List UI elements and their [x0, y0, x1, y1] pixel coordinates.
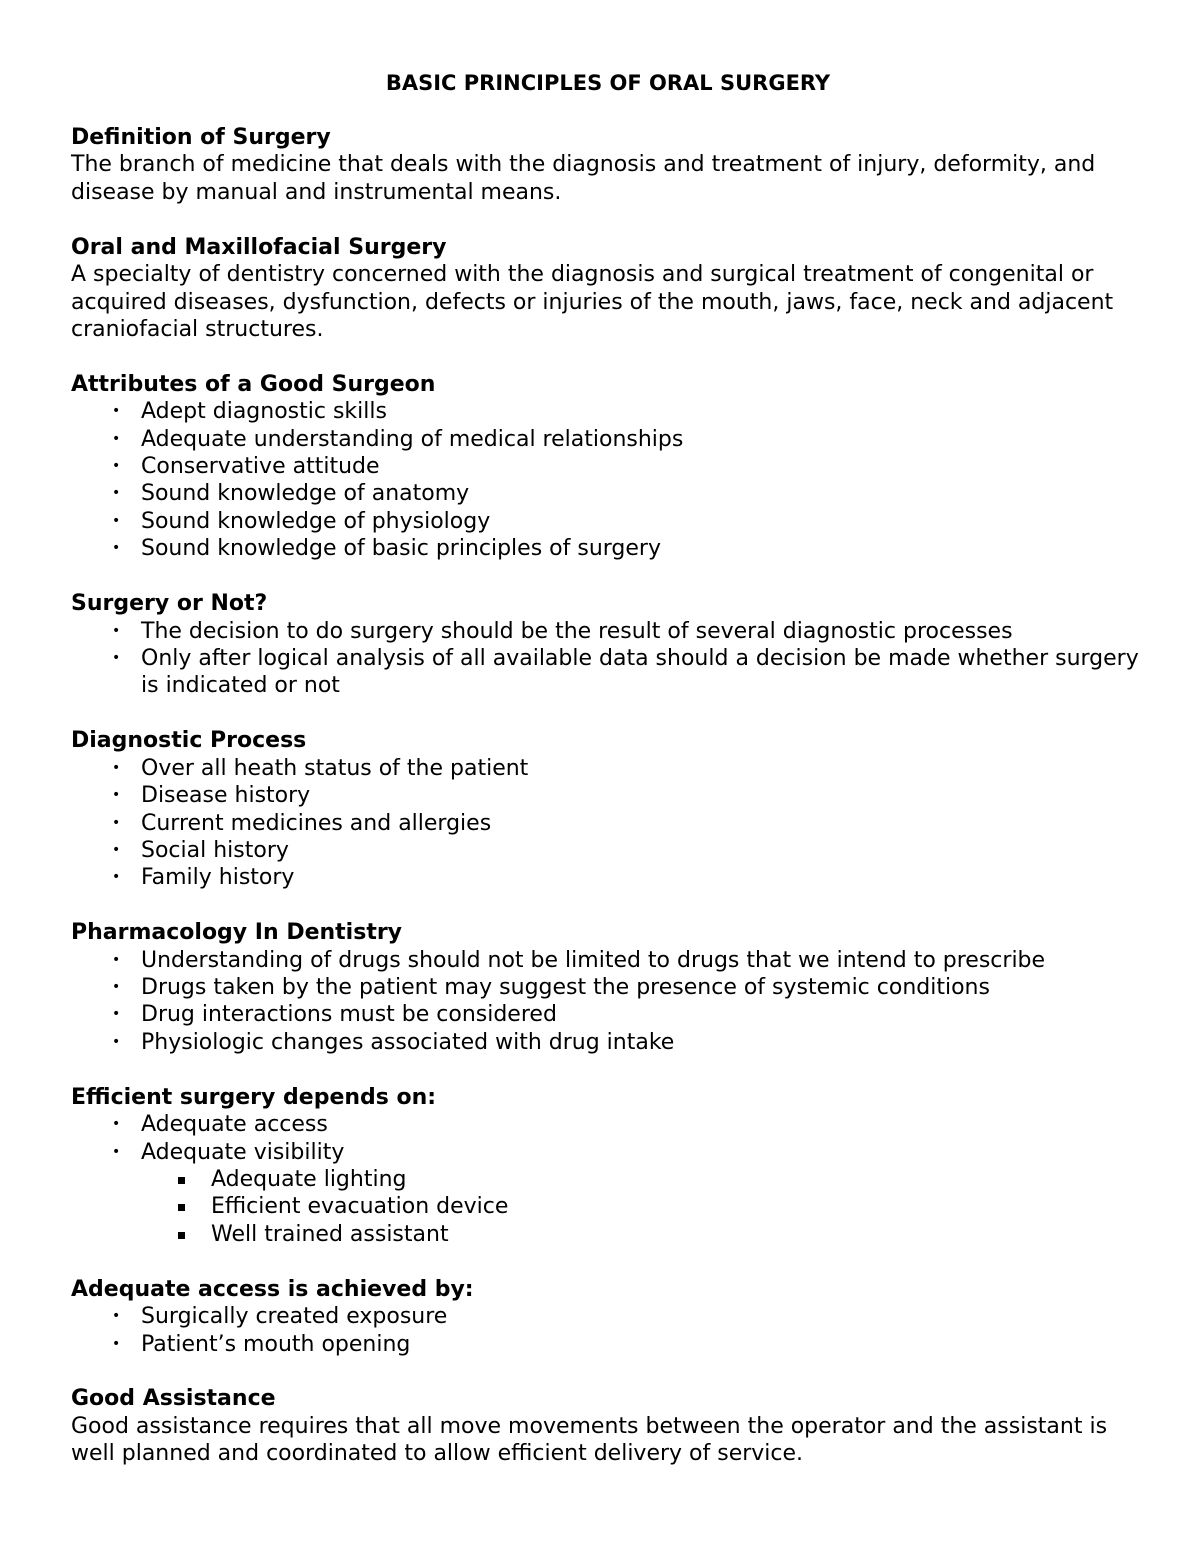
section-heading: Oral and Maxillofacial Surgery: [71, 234, 447, 260]
list-item: [71, 1029, 1141, 1056]
bullet-icon: •: [112, 1006, 121, 1023]
section-efficient-surgery: [71, 1084, 1141, 1248]
section-heading: Surgery or Not?: [71, 591, 268, 617]
square-bullet-icon: [178, 1177, 185, 1184]
bullet-list: [71, 1303, 1141, 1358]
list-item: [71, 947, 1141, 974]
list-item: [71, 618, 1141, 645]
bullet-list: [71, 947, 1141, 1057]
bullet-icon: •: [112, 1335, 121, 1352]
list-item: [71, 810, 1141, 837]
bullet-icon: •: [112, 1143, 121, 1160]
bullet-list: [71, 1111, 1141, 1166]
list-item: [71, 782, 1141, 809]
list-item: [71, 426, 1141, 453]
section-heading: Diagnostic Process: [71, 728, 307, 754]
list-item: [71, 398, 1141, 425]
bullet-icon: •: [112, 1308, 121, 1325]
list-item-text: Social history: [141, 837, 289, 863]
list-item-text: Sound knowledge of anatomy: [141, 481, 470, 507]
section-heading: Efficient surgery depends on:: [71, 1084, 437, 1110]
bullet-icon: •: [112, 622, 121, 639]
list-item-text: Current medicines and allergies: [141, 810, 492, 836]
bullet-icon: •: [112, 485, 121, 502]
list-item: [71, 508, 1141, 535]
bullet-icon: •: [112, 787, 121, 804]
bullet-icon: •: [112, 458, 121, 475]
list-item-text: Adept diagnostic skills: [141, 399, 387, 425]
section-pharmacology-in-dentistry: [71, 919, 1141, 1056]
section-good-assistance: [71, 1385, 1141, 1467]
list-item: [71, 1001, 1141, 1028]
bullet-icon: •: [112, 979, 121, 996]
section-heading: Definition of Surgery: [71, 125, 331, 150]
document-page: [71, 70, 1141, 1495]
bullet-icon: •: [112, 430, 121, 447]
bullet-icon: •: [112, 841, 121, 858]
section-definition-of-surgery: [71, 124, 1141, 206]
list-item-text: Surgically created exposure: [141, 1304, 448, 1330]
list-item-text: Drugs taken by the patient may suggest the presence of systemic conditions: [141, 975, 990, 1001]
list-item-text: Adequate access: [141, 1112, 328, 1138]
list-item: [71, 974, 1141, 1001]
list-item-text: Sound knowledge of physiology: [141, 508, 491, 534]
bullet-icon: •: [112, 814, 121, 831]
bullet-icon: •: [112, 512, 121, 529]
section-oral-maxillofacial-surgery: [71, 234, 1141, 344]
section-heading: Attributes of a Good Surgeon: [71, 371, 436, 397]
document-title: BASIC PRINCIPLES OF ORAL SURGERY: [385, 71, 831, 95]
list-item: [71, 1139, 1141, 1166]
bullet-icon: •: [112, 650, 121, 666]
section-heading: Adequate access is achieved by:: [71, 1276, 474, 1302]
list-item-text: Drug interactions must be considered: [141, 1002, 557, 1028]
square-bullet-icon: [178, 1204, 185, 1211]
bullet-icon: •: [112, 540, 121, 557]
sub-list-item-text: Efficient evacuation device: [211, 1194, 509, 1220]
list-item: [71, 837, 1141, 864]
bullet-list: [71, 398, 1141, 562]
list-item: [71, 755, 1141, 782]
section-adequate-access: [71, 1276, 1141, 1358]
bullet-icon: •: [112, 759, 121, 776]
section-attributes-good-surgeon: [71, 371, 1141, 563]
bullet-icon: •: [112, 1033, 121, 1050]
list-item-text: Adequate understanding of medical relationships: [141, 426, 684, 452]
list-item-text: Only after logical analysis of all available data should a decision be made whether surgery is indicated or not: [141, 646, 1139, 699]
sub-list-item: [71, 1193, 1141, 1220]
list-item-text: Physiologic changes associated with drug intake: [141, 1029, 675, 1055]
sub-list-item: [71, 1221, 1141, 1248]
section-paragraph: Good assistance requires that all move movements between the operator and the assistant is well planned and coordinated to allow efficient delivery of service.: [71, 1413, 1108, 1467]
list-item-text: Disease history: [141, 783, 311, 809]
list-item: [71, 1303, 1141, 1330]
bullet-icon: •: [112, 1116, 121, 1133]
sub-list-item-text: Well trained assistant: [211, 1221, 449, 1247]
list-item: [71, 645, 1141, 700]
sub-bullet-list: [71, 1166, 1141, 1248]
list-item-text: Adequate visibility: [141, 1139, 345, 1165]
list-item-text: Sound knowledge of basic principles of surgery: [141, 536, 661, 562]
section-heading: Pharmacology In Dentistry: [71, 920, 403, 946]
sub-list-item-text: Adequate lighting: [211, 1167, 407, 1192]
section-heading: Good Assistance: [71, 1386, 276, 1412]
list-item: [71, 453, 1141, 480]
square-bullet-icon: [178, 1232, 185, 1239]
sub-list-item: [71, 1166, 1141, 1193]
bullet-icon: •: [112, 951, 121, 968]
list-item: [71, 864, 1141, 891]
list-item-text: The decision to do surgery should be the result of several diagnostic processes: [141, 618, 1013, 644]
list-item: [71, 1331, 1141, 1358]
list-item-text: Understanding of drugs should not be limited to drugs that we intend to prescribe: [141, 947, 1046, 973]
list-item: [71, 535, 1141, 562]
list-item-text: Patient’s mouth opening: [141, 1331, 411, 1357]
bullet-list: [71, 618, 1141, 700]
list-item: [71, 480, 1141, 507]
bullet-list: [71, 755, 1141, 892]
section-paragraph: The branch of medicine that deals with the diagnosis and treatment of injury, deformity, and disease by manual and instrumental means.: [71, 152, 1096, 205]
section-paragraph: A specialty of dentistry concerned with the diagnosis and surgical treatment of congenital or acquired diseases, dysfunction, defects or injuries of the mouth, jaws, face, neck and adjacent craniofacial structures.: [71, 262, 1114, 342]
section-surgery-or-not: [71, 590, 1141, 700]
bullet-icon: •: [112, 403, 121, 420]
list-item-text: Family history: [141, 865, 295, 891]
list-item: [71, 1111, 1141, 1138]
section-diagnostic-process: [71, 727, 1141, 891]
list-item-text: Over all heath status of the patient: [141, 755, 529, 781]
bullet-icon: •: [112, 869, 121, 886]
list-item-text: Conservative attitude: [141, 454, 380, 480]
